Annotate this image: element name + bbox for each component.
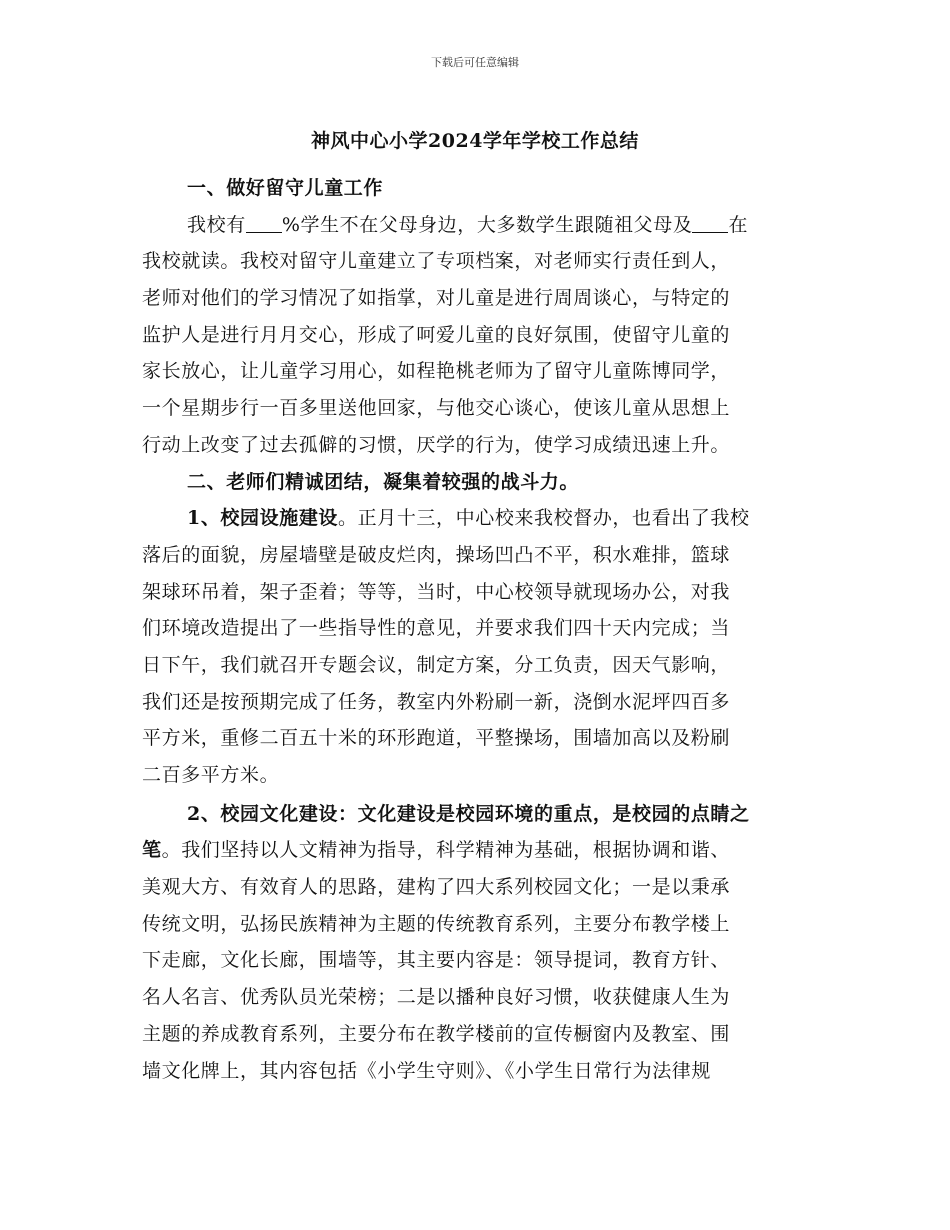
paragraph-line: 一个星期步行一百多里送他回家，与他交心谈心，使该儿童从思想上 — [142, 397, 731, 420]
text-run: 我校有 — [187, 213, 246, 236]
text-run: 。正月十三，中心校来我校督办，也看出了我校 — [338, 507, 750, 530]
document-body — [142, 170, 810, 1089]
section-heading: 一、做好留守儿童工作 — [187, 177, 384, 199]
paragraph-line: 美观大方、有效育人的思路，建构了四大系列校园文化；一是以秉承 — [142, 876, 731, 899]
text-run: 在 — [728, 213, 749, 236]
paragraph-line: 传统文明，弘扬民族精神为主题的传统教育系列，主要分布教学楼上 — [142, 912, 731, 935]
item-label: 2、校园文化建设：文化建设是校园环境的重点，是校园的点睛之 — [187, 802, 750, 825]
paragraph-line: 监护人是进行月月交心，形成了呵爱儿童的良好氛围，使留守儿童的 — [142, 323, 731, 346]
fill-blank — [692, 212, 728, 233]
paragraph-line: 我校就读。我校对留守儿童建立了专项档案，对老师实行责任到人， — [142, 250, 731, 273]
paragraph-line: 二百多平方米。 — [142, 764, 280, 786]
paragraph-line: 们环境改造提出了一些指导性的意见，并要求我们四十天内完成；当 — [142, 617, 731, 640]
paragraph-line: 名人名言、优秀队员光荣榜；二是以播种良好习惯，收获健康人生为 — [142, 986, 731, 1009]
paragraph-line: 墙文化牌上，其内容包括《小学生守则》、《小学生日常行为法律规 — [142, 1059, 712, 1082]
paragraph-line: 行动上改变了过去孤僻的习惯，厌学的行为，使学习成绩迅速上升。 — [142, 433, 731, 456]
paragraph-line — [142, 832, 810, 869]
paragraph-line — [142, 207, 810, 244]
paragraph-line: 主题的养成教育系列，主要分布在教学楼前的宣传橱窗内及教室、围 — [142, 1022, 731, 1045]
text-run: %学生不在父母身边，大多数学生跟随祖父母及 — [281, 213, 693, 236]
paragraph-line: 下走廊，文化长廊，围墙等，其主要内容是：领导提词，教育方针、 — [142, 949, 731, 972]
paragraph-line: 家长放心，让儿童学习用心，如程艳桃老师为了留守儿童陈博同学， — [142, 360, 731, 383]
item-label: 笔 — [142, 839, 162, 862]
fill-blank — [246, 212, 282, 233]
paragraph-line — [142, 500, 810, 537]
paragraph-line: 落后的面貌，房屋墙壁是破皮烂肉，操场凹凸不平，积水难排，篮球 — [142, 543, 731, 566]
header-note: 下载后可任意编辑 — [431, 56, 519, 69]
text-run: 。我们坚持以人文精神为指导，科学精神为基础，根据协调和谐、 — [161, 839, 731, 862]
document-title: 神风中心小学2024学年学校工作总结 — [311, 130, 639, 152]
paragraph-line: 平方米，重修二百五十米的环形跑道，平整操场，围墙加高以及粉刷 — [142, 727, 731, 750]
section-heading: 二、老师们精诚团结，凝集着较强的战斗力。 — [187, 470, 580, 493]
paragraph-line: 老师对他们的学习情况了如指掌，对儿童是进行周周谈心，与特定的 — [142, 287, 731, 310]
paragraph-line: 架球环吊着，架子歪着；等等，当时，中心校领导就现场办公，对我 — [142, 580, 731, 603]
paragraph-line: 我们还是按预期完成了任务，教室内外粉刷一新，浇倒水泥坪四百多 — [142, 690, 731, 713]
item-label: 1、校园设施建设 — [187, 507, 339, 530]
paragraph-line: 日下午，我们就召开专题会议，制定方案，分工负责，因天气影响， — [142, 653, 731, 676]
